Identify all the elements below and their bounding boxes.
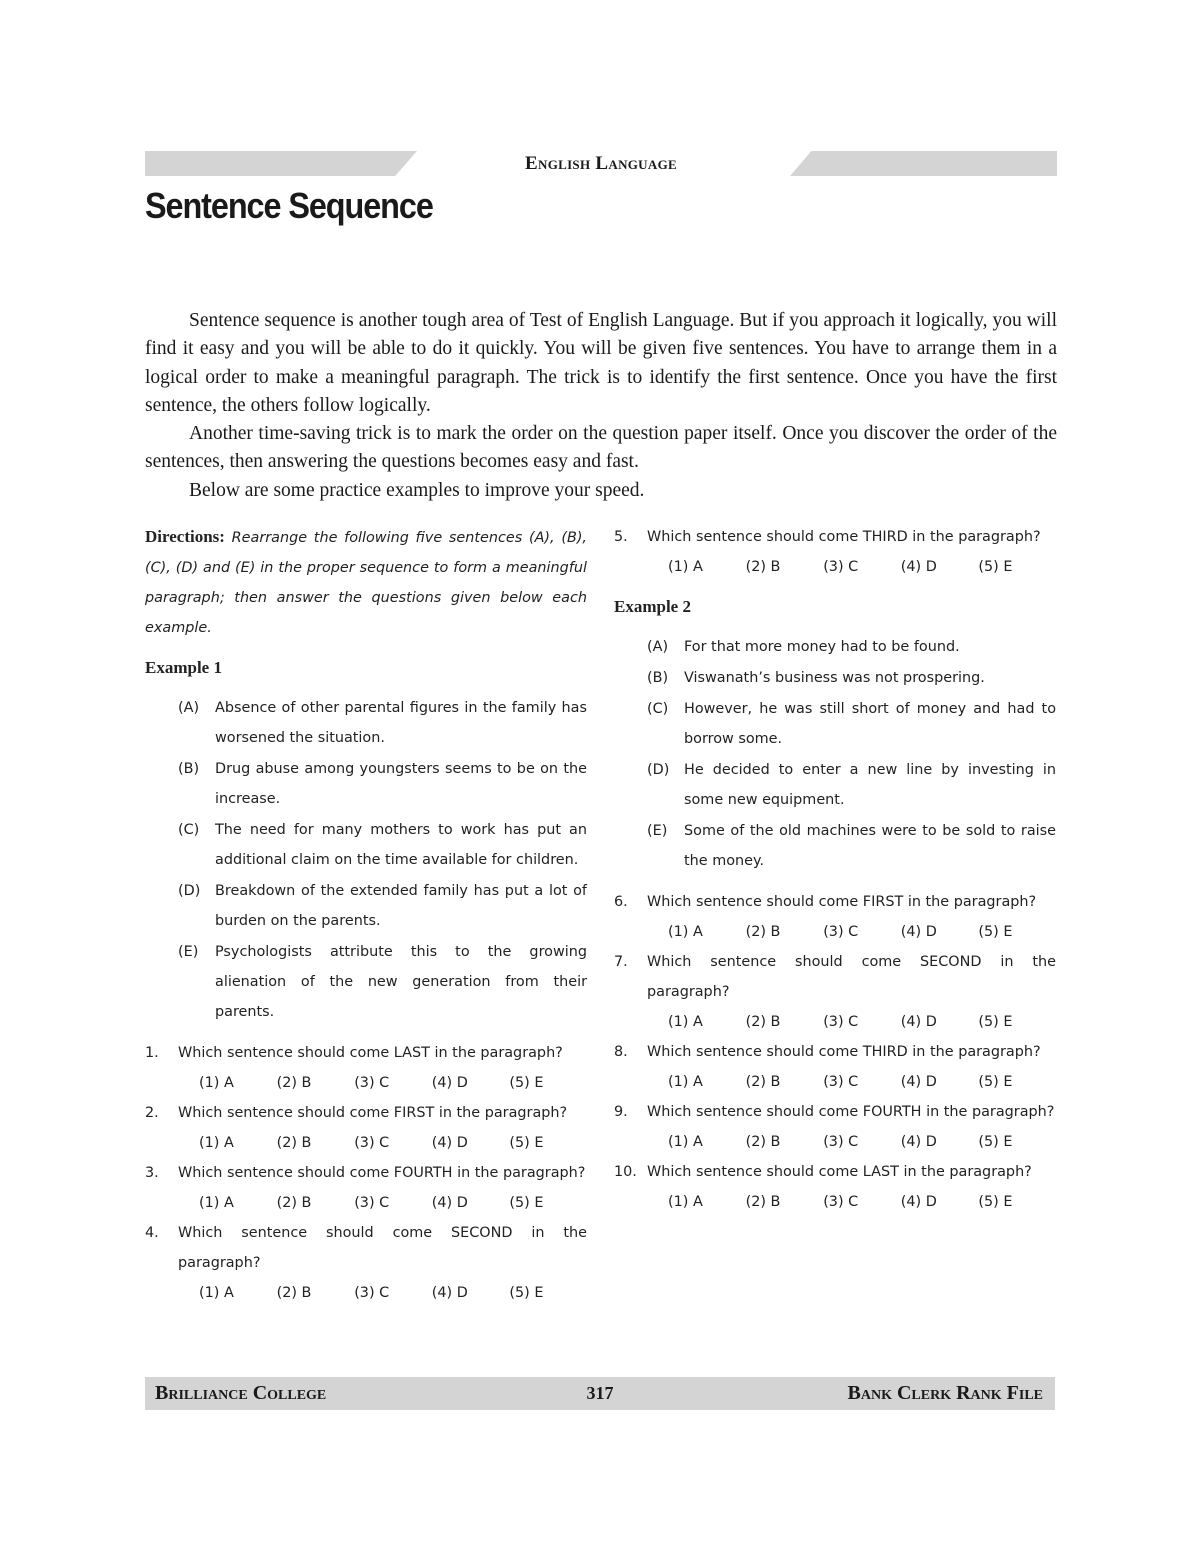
question-text: Which sentence should come FIRST in the paragraph? (647, 894, 1037, 910)
option-1[interactable]: (1) A (199, 1075, 234, 1091)
sentence-key: (E) (647, 823, 668, 839)
question-number: 3. (145, 1165, 159, 1181)
question-number: 9. (614, 1104, 628, 1120)
footer-publisher: Brilliance College (155, 1382, 327, 1404)
option-4[interactable]: (4) D (900, 559, 937, 575)
answer-options (614, 1187, 1056, 1217)
question-8 (614, 1037, 1056, 1097)
sentence-text: For that more money had to be found. (684, 639, 960, 655)
sentence-item (145, 876, 587, 936)
answer-options (614, 552, 1056, 582)
intro-paragraph: Sentence sequence is another tough area of Test of English Language. But if you approach it logically, you will find it easy and you will be able to do it quickly. You will be given five sentences. You have to arrange them in a logical order to make a meaningful paragraph. The trick is to identify the first sentence. Once you have the first sentence, the others follow logically. (145, 310, 1057, 416)
option-3[interactable]: (3) C (823, 1194, 859, 1210)
question-text: Which sentence should come SECOND in the paragraph? (178, 1225, 587, 1271)
question-stem (145, 1218, 587, 1278)
answer-options (145, 1128, 587, 1158)
option-3[interactable]: (3) C (823, 1134, 859, 1150)
answer-options (145, 1188, 587, 1218)
option-2[interactable]: (2) B (745, 1014, 781, 1030)
option-5[interactable]: (5) E (978, 559, 1013, 575)
question-number: 4. (145, 1225, 159, 1241)
sentence-key: (E) (178, 944, 199, 960)
sentence-key: (C) (647, 701, 669, 717)
option-5[interactable]: (5) E (978, 1194, 1013, 1210)
question-2 (145, 1098, 587, 1158)
answer-options (614, 1007, 1056, 1037)
option-3[interactable]: (3) C (354, 1135, 390, 1151)
directions-label: Directions: (145, 527, 225, 546)
intro-section (145, 307, 1057, 505)
sentence-text: The need for many mothers to work has put an additional claim on the time available for children. (215, 822, 587, 868)
sentence-key: (B) (178, 761, 200, 777)
question-7 (614, 947, 1056, 1037)
option-2[interactable]: (2) B (745, 1074, 781, 1090)
example-1-title: Example 1 (145, 658, 222, 677)
option-2[interactable]: (2) B (745, 1134, 781, 1150)
option-4[interactable]: (4) D (900, 1134, 937, 1150)
option-2[interactable]: (2) B (745, 924, 781, 940)
question-1 (145, 1038, 587, 1098)
option-3[interactable]: (3) C (823, 559, 859, 575)
question-stem (614, 887, 1056, 917)
option-4[interactable]: (4) D (900, 1074, 937, 1090)
sentence-text: Absence of other parental figures in the family has worsened the situation. (215, 700, 587, 746)
sentence-key: (A) (178, 700, 200, 716)
right-column (614, 522, 1056, 1217)
question-number: 6. (614, 894, 628, 910)
question-text: Which sentence should come FOURTH in the paragraph? (647, 1104, 1055, 1120)
option-2[interactable]: (2) B (276, 1195, 312, 1211)
question-number: 1. (145, 1045, 159, 1061)
question-text: Which sentence should come LAST in the paragraph? (647, 1164, 1032, 1180)
option-5[interactable]: (5) E (978, 1074, 1013, 1090)
example-2-sentences (614, 632, 1056, 876)
sentence-key: (A) (647, 639, 669, 655)
sentence-text: He decided to enter a new line by investing in some new equipment. (684, 762, 1056, 808)
option-4[interactable]: (4) D (431, 1195, 468, 1211)
example-1-sentences (145, 693, 587, 1027)
answer-options (145, 1068, 587, 1098)
option-4[interactable]: (4) D (431, 1135, 468, 1151)
question-10 (614, 1157, 1056, 1217)
running-header-subject: English Language (525, 153, 677, 174)
answer-options (614, 917, 1056, 947)
question-number: 7. (614, 954, 628, 970)
sentence-text: Some of the old machines were to be sold to raise the money. (684, 823, 1056, 869)
option-2[interactable]: (2) B (745, 559, 781, 575)
option-3[interactable]: (3) C (354, 1285, 390, 1301)
question-text: Which sentence should come LAST in the paragraph? (178, 1045, 563, 1061)
intro-paragraph: Below are some practice examples to improve your speed. (189, 479, 645, 501)
option-2[interactable]: (2) B (276, 1135, 312, 1151)
option-2[interactable]: (2) B (276, 1285, 312, 1301)
question-9 (614, 1097, 1056, 1157)
question-stem (614, 522, 1056, 552)
question-stem (614, 1157, 1056, 1187)
sentence-text: However, he was still short of money and had to borrow some. (684, 701, 1056, 747)
option-2[interactable]: (2) B (745, 1194, 781, 1210)
option-3[interactable]: (3) C (354, 1075, 390, 1091)
question-5 (614, 522, 1056, 582)
question-number: 5. (614, 529, 628, 545)
option-5[interactable]: (5) E (978, 924, 1013, 940)
page-number: 317 (586, 1383, 614, 1403)
option-1[interactable]: (1) A (199, 1285, 234, 1301)
option-3[interactable]: (3) C (823, 1014, 859, 1030)
question-stem (145, 1038, 587, 1068)
question-text: Which sentence should come SECOND in the paragraph? (647, 954, 1056, 1000)
sentence-item (614, 663, 1056, 693)
sentence-key: (C) (178, 822, 200, 838)
sentence-item (614, 694, 1056, 754)
option-4[interactable]: (4) D (900, 1014, 937, 1030)
page-footer (145, 1377, 1055, 1410)
option-5[interactable]: (5) E (509, 1195, 544, 1211)
question-stem (145, 1098, 587, 1128)
directions-text: Rearrange the following five sentences (A), (B), (C), (D) and (E) in the proper sequence to form a meaningful paragraph; then answer the questions given below each example. (145, 530, 588, 636)
sentence-item (614, 632, 1056, 662)
option-1[interactable]: (1) A (668, 559, 703, 575)
question-text: Which sentence should come FOURTH in the paragraph? (178, 1165, 586, 1181)
question-4 (145, 1218, 587, 1308)
option-4[interactable]: (4) D (900, 1194, 937, 1210)
sentence-key: (D) (647, 762, 670, 778)
option-3[interactable]: (3) C (823, 1074, 859, 1090)
answer-options (614, 1127, 1056, 1157)
sentence-item (614, 816, 1056, 876)
question-text: Which sentence should come THIRD in the paragraph? (647, 1044, 1041, 1060)
sentence-item (145, 693, 587, 753)
sentence-text: Breakdown of the extended family has put a lot of burden on the parents. (215, 883, 587, 929)
option-4[interactable]: (4) D (900, 924, 937, 940)
footer-book-title: Bank Clerk Rank File (847, 1382, 1043, 1404)
sentence-item (145, 937, 587, 1027)
option-3[interactable]: (3) C (354, 1195, 390, 1211)
option-1[interactable]: (1) A (668, 1194, 703, 1210)
question-number: 10. (614, 1164, 637, 1180)
sentence-item (614, 755, 1056, 815)
option-5[interactable]: (5) E (509, 1135, 544, 1151)
option-5[interactable]: (5) E (509, 1075, 544, 1091)
question-number: 2. (145, 1105, 159, 1121)
question-3 (145, 1158, 587, 1218)
sentence-key: (B) (647, 670, 669, 686)
option-2[interactable]: (2) B (276, 1075, 312, 1091)
option-1[interactable]: (1) A (668, 1134, 703, 1150)
option-1[interactable]: (1) A (199, 1135, 234, 1151)
option-1[interactable]: (1) A (668, 924, 703, 940)
option-4[interactable]: (4) D (431, 1285, 468, 1301)
sentence-text: Drug abuse among youngsters seems to be on the increase. (215, 761, 587, 807)
example-2-title: Example 2 (614, 597, 691, 616)
question-stem (614, 1037, 1056, 1067)
directions (145, 522, 587, 643)
sentence-item (145, 815, 587, 875)
left-column (145, 522, 587, 1308)
question-6 (614, 887, 1056, 947)
sentence-key: (D) (178, 883, 201, 899)
sentence-item (145, 754, 587, 814)
option-1[interactable]: (1) A (668, 1014, 703, 1030)
question-stem (614, 1097, 1056, 1127)
sentence-text: Viswanath’s business was not prospering. (684, 670, 985, 686)
sentence-text: Psychologists attribute this to the growing alienation of the new generation from their parents. (215, 944, 587, 1020)
option-4[interactable]: (4) D (431, 1075, 468, 1091)
question-text: Which sentence should come THIRD in the paragraph? (647, 529, 1041, 545)
question-text: Which sentence should come FIRST in the paragraph? (178, 1105, 568, 1121)
option-3[interactable]: (3) C (823, 924, 859, 940)
question-number: 8. (614, 1044, 628, 1060)
intro-paragraph: Another time-saving trick is to mark the order on the question paper itself. Once you discover the order of the sentences, then answering the questions becomes easy and fast. (145, 423, 1057, 473)
header-decor-left (145, 151, 417, 176)
answer-options (614, 1067, 1056, 1097)
option-1[interactable]: (1) A (199, 1195, 234, 1211)
chapter-title: Sentence Sequence (145, 185, 433, 226)
option-1[interactable]: (1) A (668, 1074, 703, 1090)
question-stem (614, 947, 1056, 1007)
option-5[interactable]: (5) E (978, 1014, 1013, 1030)
option-5[interactable]: (5) E (978, 1134, 1013, 1150)
answer-options (145, 1278, 587, 1308)
option-5[interactable]: (5) E (509, 1285, 544, 1301)
header-decor-right (790, 151, 1057, 176)
question-stem (145, 1158, 587, 1188)
